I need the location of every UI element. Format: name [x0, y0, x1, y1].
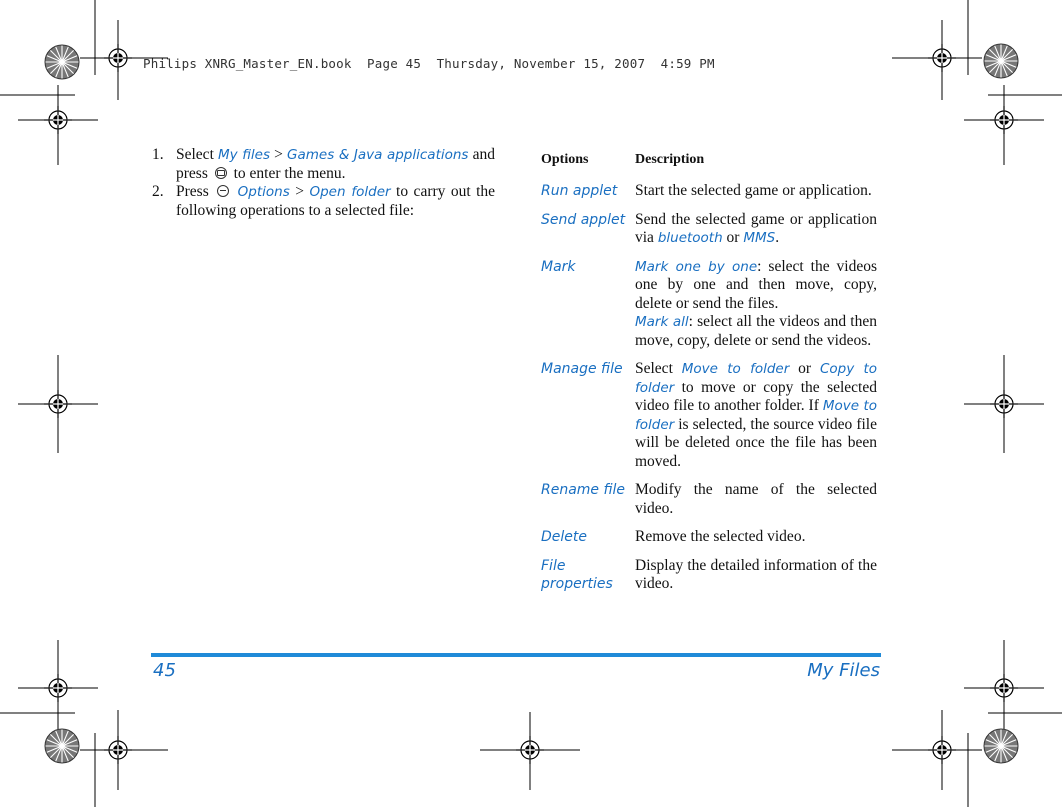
table-row	[541, 360, 877, 481]
page-number: 45	[153, 660, 176, 681]
header-description: Description	[635, 152, 705, 167]
instruction-steps	[152, 146, 495, 220]
desc-text: is selected, the source video file will be deleted once the file has been moved.	[635, 415, 877, 470]
menu-separator: >	[295, 183, 304, 200]
desc-text: Select	[635, 360, 673, 377]
option-rename-file: Rename file	[541, 482, 626, 498]
ok-key-icon	[215, 167, 227, 179]
desc-paragraph	[635, 258, 877, 314]
option-mark: Mark	[541, 258, 576, 275]
step-word: Press	[176, 183, 209, 200]
table-row	[541, 258, 877, 361]
move-to-folder-term: Move to folder	[681, 361, 790, 377]
copy-to-folder-term: Copy to folder	[635, 361, 878, 396]
option-description	[635, 211, 877, 258]
desc-text: Send the selected game or application via	[635, 210, 877, 246]
menu-games-java: Games & Java applications	[287, 147, 469, 163]
mark-one-by-one-term: Mark one by one	[635, 258, 758, 275]
move-to-folder-term: Move to folder	[635, 398, 878, 433]
step-text	[176, 183, 495, 220]
option-send-applet: Send applet	[541, 211, 626, 228]
menu-separator: >	[274, 146, 283, 163]
step-word: and press	[176, 146, 495, 182]
option-description: Start the selected game or application.	[635, 182, 872, 199]
desc-text: : select the videos one by one and then move, copy, delete or send the files.	[635, 257, 877, 312]
step-number: 2.	[152, 183, 164, 200]
options-table	[541, 152, 877, 604]
step-number: 1.	[152, 146, 164, 163]
option-delete: Delete	[541, 529, 587, 545]
print-slug-header: Philips XNRG_Master_EN.book Page 45 Thursday, November 15, 2007 4:59 PM	[143, 56, 715, 71]
table-row	[541, 481, 877, 528]
step-word: to carry out the following operations to a selected file:	[176, 183, 496, 219]
option-description	[635, 258, 877, 361]
desc-text: or	[798, 360, 812, 377]
step-1	[152, 146, 495, 183]
option-run-applet: Run applet	[541, 183, 618, 199]
table-row	[541, 182, 877, 211]
table-row	[541, 528, 877, 557]
header-options: Options	[541, 152, 589, 167]
step-word: to enter the menu.	[233, 164, 346, 182]
desc-text: to move or copy the selected video file to another folder. If	[635, 378, 877, 414]
step-2	[152, 183, 495, 220]
menu-options: Options	[237, 184, 290, 200]
step-word: Select	[176, 146, 214, 163]
table-header-row	[541, 152, 877, 182]
option-description: Remove the selected video.	[635, 528, 806, 545]
desc-paragraph	[635, 313, 877, 350]
bluetooth-term: bluetooth	[657, 230, 723, 246]
step-text	[176, 146, 495, 183]
menu-open-folder: Open folder	[309, 184, 391, 200]
desc-text: .	[775, 229, 780, 246]
mark-all-term: Mark all	[635, 314, 689, 330]
footer-rule	[151, 653, 881, 657]
section-title: My Files	[807, 660, 880, 681]
desc-text: : select all the videos and then move, copy, delete or send the videos.	[635, 313, 877, 349]
left-softkey-icon	[217, 185, 229, 197]
desc-text: or	[726, 229, 740, 246]
option-file-properties: File properties	[541, 557, 613, 592]
table-row	[541, 211, 877, 258]
option-description	[635, 360, 877, 481]
table-row	[541, 557, 877, 604]
option-description: Modify the name of the selected video.	[635, 481, 877, 517]
mms-term: MMS	[743, 230, 776, 246]
menu-my-files: My files	[218, 147, 271, 163]
option-manage-file: Manage file	[541, 361, 623, 377]
option-description: Display the detailed information of the video.	[635, 556, 877, 592]
